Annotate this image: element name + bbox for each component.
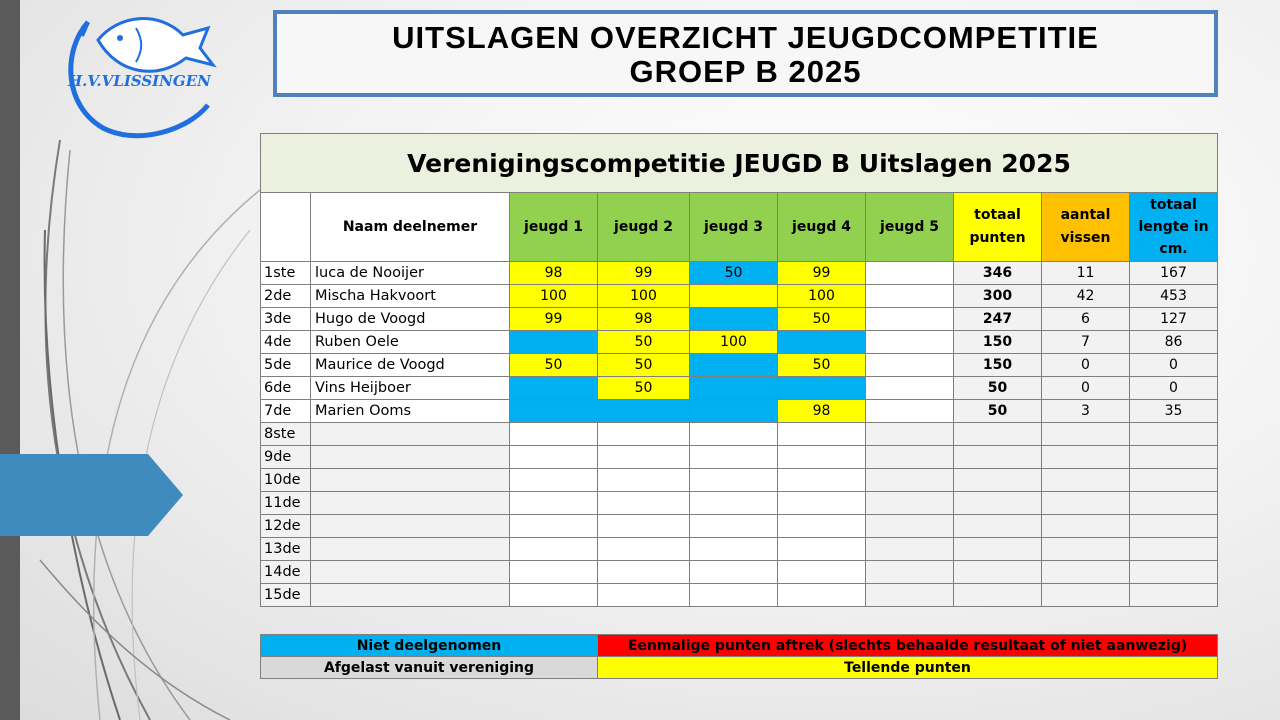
score-jeugd-2: 98	[598, 308, 690, 331]
total-points: 150	[954, 354, 1042, 377]
legend-afgelast: Afgelast vanuit vereniging	[261, 657, 598, 679]
fish-count: 3	[1042, 400, 1130, 423]
participant-name	[311, 515, 510, 538]
rank-cell: 7de	[261, 400, 311, 423]
score-cell	[866, 446, 954, 469]
score-jeugd-2: 50	[598, 354, 690, 377]
score-jeugd-4	[778, 331, 866, 354]
score-jeugd-1	[510, 377, 598, 400]
score-jeugd-3: 100	[690, 331, 778, 354]
header-jeugd-3: jeugd 3	[690, 193, 778, 262]
participant-name: Marien Ooms	[311, 400, 510, 423]
total-length	[1130, 469, 1218, 492]
rank-cell: 5de	[261, 354, 311, 377]
total-points	[954, 469, 1042, 492]
total-length	[1130, 561, 1218, 584]
score-cell	[866, 584, 954, 607]
score-cell	[598, 538, 690, 561]
header-jeugd-2: jeugd 2	[598, 193, 690, 262]
total-points	[954, 446, 1042, 469]
total-points: 346	[954, 262, 1042, 285]
rank-cell: 13de	[261, 538, 311, 561]
table-row	[261, 308, 1218, 331]
total-points	[954, 492, 1042, 515]
table-row-empty	[261, 584, 1218, 607]
score-jeugd-1: 50	[510, 354, 598, 377]
participant-name: luca de Nooijer	[311, 262, 510, 285]
score-cell	[598, 446, 690, 469]
score-jeugd-2: 50	[598, 377, 690, 400]
fish-count	[1042, 446, 1130, 469]
participant-name: Ruben Oele	[311, 331, 510, 354]
table-row-empty	[261, 492, 1218, 515]
participant-name: Mischa Hakvoort	[311, 285, 510, 308]
club-logo	[58, 10, 228, 142]
score-cell	[778, 469, 866, 492]
fish-count: 7	[1042, 331, 1130, 354]
rank-cell: 8ste	[261, 423, 311, 446]
score-jeugd-5	[866, 285, 954, 308]
table-row-empty	[261, 561, 1218, 584]
score-jeugd-5	[866, 331, 954, 354]
table-row-empty	[261, 446, 1218, 469]
score-cell	[510, 423, 598, 446]
score-cell	[866, 469, 954, 492]
table-row	[261, 377, 1218, 400]
score-jeugd-3	[690, 377, 778, 400]
total-points	[954, 423, 1042, 446]
total-length	[1130, 538, 1218, 561]
table-row	[261, 262, 1218, 285]
table-row-empty	[261, 515, 1218, 538]
page-title: UITSLAGEN OVERZICHT JEUGDCOMPETITIE	[392, 20, 1099, 55]
total-points: 150	[954, 331, 1042, 354]
score-jeugd-3	[690, 308, 778, 331]
total-length: 167	[1130, 262, 1218, 285]
table-row	[261, 400, 1218, 423]
fish-count	[1042, 515, 1130, 538]
fish-count	[1042, 584, 1130, 607]
header-totaal-lengte	[1130, 193, 1218, 262]
score-cell	[866, 538, 954, 561]
total-length: 35	[1130, 400, 1218, 423]
score-cell	[690, 492, 778, 515]
score-cell	[690, 584, 778, 607]
score-jeugd-1: 98	[510, 262, 598, 285]
participant-name: Maurice de Voogd	[311, 354, 510, 377]
participant-name	[311, 538, 510, 561]
score-cell	[778, 446, 866, 469]
rank-cell: 12de	[261, 515, 311, 538]
score-jeugd-2: 50	[598, 331, 690, 354]
fish-count	[1042, 492, 1130, 515]
header-lengte-line3: cm.	[1159, 241, 1188, 257]
header-lengte-line1: totaal	[1150, 197, 1197, 213]
total-points: 50	[954, 377, 1042, 400]
table-row	[261, 331, 1218, 354]
rank-cell: 9de	[261, 446, 311, 469]
table-row-empty	[261, 423, 1218, 446]
header-totaal-punten	[954, 193, 1042, 262]
score-cell	[778, 584, 866, 607]
header-name: Naam deelnemer	[311, 193, 510, 262]
total-points	[954, 561, 1042, 584]
total-length	[1130, 584, 1218, 607]
participant-name	[311, 446, 510, 469]
table-caption: Verenigingscompetitie JEUGD B Uitslagen 2025	[261, 134, 1218, 193]
header-aantal-vissen	[1042, 193, 1130, 262]
fish-count: 6	[1042, 308, 1130, 331]
score-cell	[866, 515, 954, 538]
fish-count	[1042, 469, 1130, 492]
fish-count	[1042, 538, 1130, 561]
score-cell	[598, 515, 690, 538]
score-cell	[510, 561, 598, 584]
score-jeugd-3	[690, 400, 778, 423]
table-header	[261, 193, 1218, 262]
total-length: 127	[1130, 308, 1218, 331]
score-cell	[510, 515, 598, 538]
total-length: 86	[1130, 331, 1218, 354]
total-points: 50	[954, 400, 1042, 423]
rank-cell: 4de	[261, 331, 311, 354]
total-length: 0	[1130, 377, 1218, 400]
logo-text: H.V.VLISSINGEN	[68, 72, 211, 90]
score-cell	[778, 515, 866, 538]
legend-eenmalige-aftrek: Eenmalige punten aftrek (slechts behaalde resultaat of niet aanwezig)	[598, 635, 1218, 657]
total-length	[1130, 423, 1218, 446]
score-cell	[510, 446, 598, 469]
score-jeugd-4: 50	[778, 354, 866, 377]
score-cell	[690, 561, 778, 584]
score-jeugd-4	[778, 377, 866, 400]
header-jeugd-1: jeugd 1	[510, 193, 598, 262]
header-jeugd-4: jeugd 4	[778, 193, 866, 262]
participant-name	[311, 584, 510, 607]
participant-name	[311, 469, 510, 492]
score-cell	[778, 492, 866, 515]
score-jeugd-1	[510, 331, 598, 354]
total-points: 300	[954, 285, 1042, 308]
participant-name	[311, 423, 510, 446]
title-box	[273, 10, 1218, 97]
score-cell	[866, 561, 954, 584]
score-jeugd-4: 50	[778, 308, 866, 331]
rank-cell: 2de	[261, 285, 311, 308]
score-cell	[690, 423, 778, 446]
fish-count: 42	[1042, 285, 1130, 308]
score-cell	[778, 423, 866, 446]
score-jeugd-2: 100	[598, 285, 690, 308]
header-jeugd-5: jeugd 5	[866, 193, 954, 262]
table-row	[261, 354, 1218, 377]
score-cell	[778, 561, 866, 584]
header-aantal-line1: aantal	[1060, 207, 1111, 223]
score-cell	[510, 469, 598, 492]
score-jeugd-1: 99	[510, 308, 598, 331]
total-points	[954, 584, 1042, 607]
rank-cell: 1ste	[261, 262, 311, 285]
header-totaal-line1: totaal	[974, 207, 1021, 223]
header-lengte-line2: lengte in	[1138, 219, 1209, 235]
score-jeugd-5	[866, 262, 954, 285]
participant-name	[311, 492, 510, 515]
total-length: 0	[1130, 354, 1218, 377]
score-jeugd-4: 98	[778, 400, 866, 423]
table-row-empty	[261, 469, 1218, 492]
score-jeugd-2	[598, 400, 690, 423]
score-cell	[598, 584, 690, 607]
total-length	[1130, 446, 1218, 469]
score-cell	[690, 538, 778, 561]
score-jeugd-3	[690, 354, 778, 377]
total-length: 453	[1130, 285, 1218, 308]
rank-cell: 15de	[261, 584, 311, 607]
score-jeugd-4: 100	[778, 285, 866, 308]
score-cell	[866, 423, 954, 446]
total-length	[1130, 492, 1218, 515]
score-cell	[690, 469, 778, 492]
score-jeugd-3: 50	[690, 262, 778, 285]
score-cell	[690, 446, 778, 469]
score-jeugd-2: 99	[598, 262, 690, 285]
score-jeugd-3	[690, 285, 778, 308]
fish-count: 11	[1042, 262, 1130, 285]
header-rank	[261, 193, 311, 262]
fish-count	[1042, 561, 1130, 584]
arrow-tag	[0, 454, 183, 536]
header-totaal-line2: punten	[969, 230, 1026, 246]
score-cell	[598, 469, 690, 492]
rank-cell: 3de	[261, 308, 311, 331]
score-cell	[866, 492, 954, 515]
rank-cell: 11de	[261, 492, 311, 515]
score-jeugd-5	[866, 400, 954, 423]
fish-count: 0	[1042, 377, 1130, 400]
rank-cell: 6de	[261, 377, 311, 400]
participant-name	[311, 561, 510, 584]
rank-cell: 10de	[261, 469, 311, 492]
total-points: 247	[954, 308, 1042, 331]
score-jeugd-1	[510, 400, 598, 423]
score-jeugd-5	[866, 354, 954, 377]
score-cell	[778, 538, 866, 561]
total-points	[954, 538, 1042, 561]
fish-count	[1042, 423, 1130, 446]
rank-cell: 14de	[261, 561, 311, 584]
total-length	[1130, 515, 1218, 538]
table-row	[261, 285, 1218, 308]
legend-table	[260, 634, 1218, 679]
legend-niet-deelgenomen: Niet deelgenomen	[261, 635, 598, 657]
table-row-empty	[261, 538, 1218, 561]
score-jeugd-5	[866, 377, 954, 400]
results-table	[260, 133, 1218, 607]
score-cell	[598, 423, 690, 446]
fish-count: 0	[1042, 354, 1130, 377]
score-cell	[510, 584, 598, 607]
score-cell	[598, 561, 690, 584]
score-cell	[510, 492, 598, 515]
score-jeugd-4: 99	[778, 262, 866, 285]
participant-name: Vins Heijboer	[311, 377, 510, 400]
participant-name: Hugo de Voogd	[311, 308, 510, 331]
page-subtitle: GROEP B 2025	[629, 54, 862, 89]
total-points	[954, 515, 1042, 538]
score-jeugd-1: 100	[510, 285, 598, 308]
legend-tellende-punten: Tellende punten	[598, 657, 1218, 679]
header-aantal-line2: vissen	[1060, 230, 1111, 246]
score-cell	[598, 492, 690, 515]
score-cell	[690, 515, 778, 538]
score-cell	[510, 538, 598, 561]
score-jeugd-5	[866, 308, 954, 331]
